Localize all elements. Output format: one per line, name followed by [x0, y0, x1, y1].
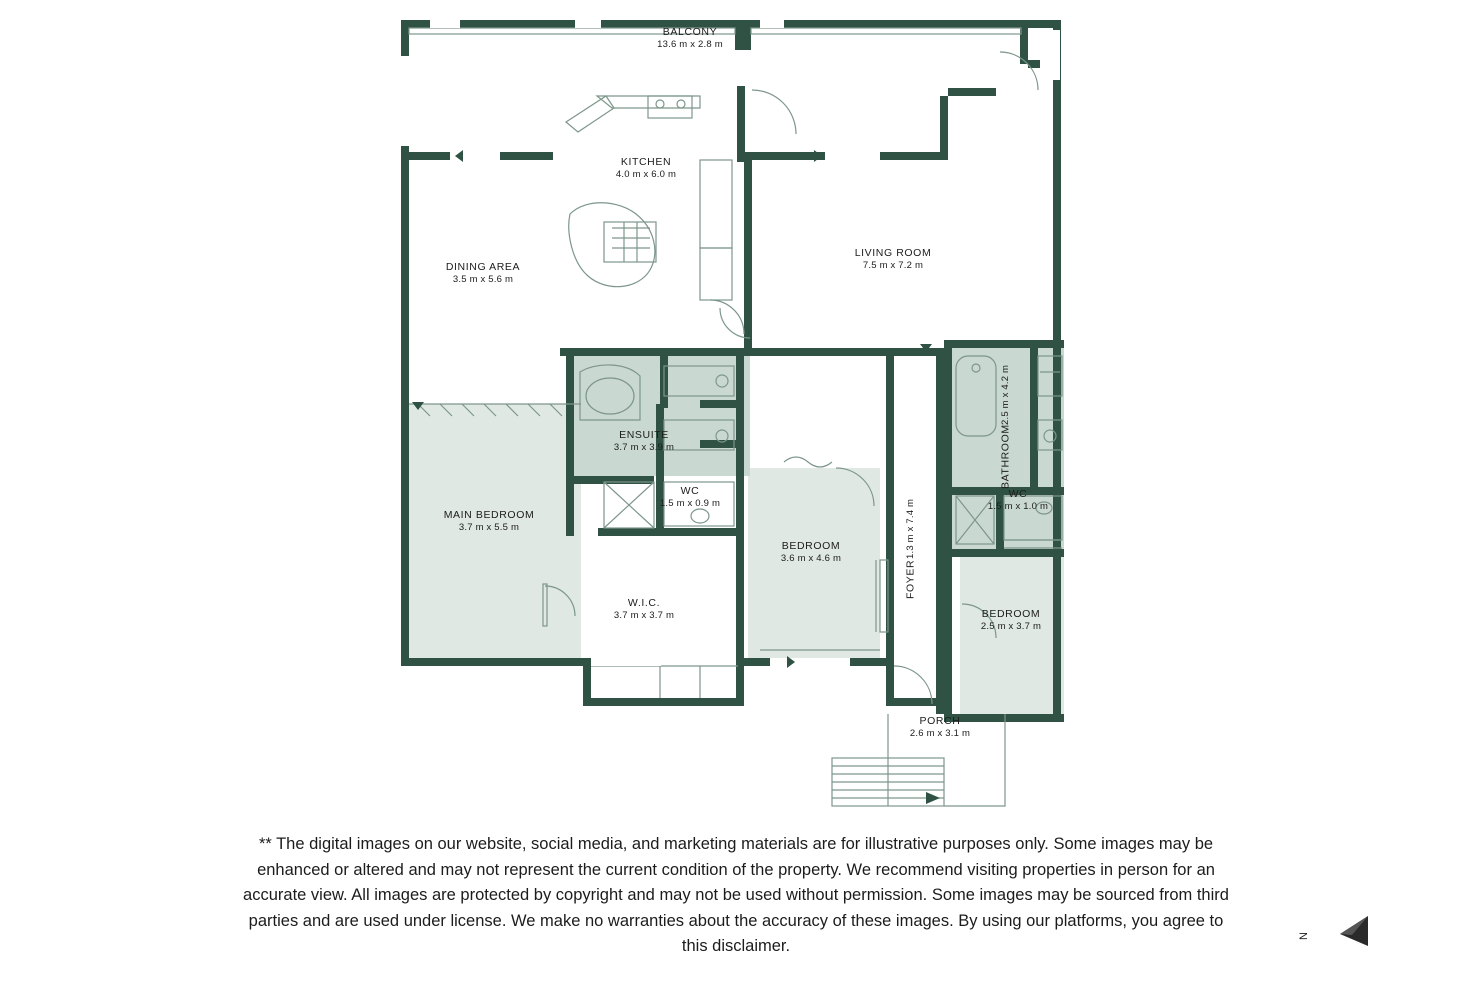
room-name-main_bedroom: MAIN BEDROOM: [443, 509, 535, 521]
room-dims-ensuite: 3.7 m x 3.9 m: [613, 442, 675, 454]
room-name-bedroom_3: BEDROOM: [981, 608, 1041, 620]
room-dims-bedroom_2: 3.6 m x 4.6 m: [780, 553, 842, 565]
disclaimer-text: ** The digital images on our website, social media, and marketing materials are for illustrative purposes only. Some images may be enhanced or altered and may not represent the current condition of the property. We recommend visiting properties in person for an accurate view. All images are protected by copyright and may not be used without permission. Some images may be sourced from third parties and are used under license. We make no warranties about the accuracy of these images. By using our platforms, you agree to this disclaimer.: [243, 835, 1229, 956]
room-name-balcony: BALCONY: [662, 26, 718, 38]
room-name-wc_left: WC: [680, 485, 700, 497]
room-dims-bedroom_3: 2.5 m x 3.7 m: [980, 621, 1042, 633]
room-name-dining_area: DINING AREA: [445, 261, 521, 273]
compass-north-label: N: [1297, 932, 1310, 940]
room-name-living_room: LIVING ROOM: [854, 247, 932, 259]
room-dims-living_room: 7.5 m x 7.2 m: [862, 260, 924, 272]
room-dims-kitchen: 4.0 m x 6.0 m: [615, 169, 677, 181]
room-name-bedroom_2: BEDROOM: [781, 540, 841, 552]
room-dims-balcony: 13.6 m x 2.8 m: [657, 39, 723, 51]
room-dims-dining_area: 3.5 m x 5.6 m: [452, 274, 514, 286]
room-dims-wic: 3.7 m x 3.7 m: [613, 610, 675, 622]
room-dims-wc_left: 1.5 m x 0.9 m: [659, 498, 721, 510]
room-name-wc_right: WC: [1008, 488, 1028, 500]
room-dims-main_bedroom: 3.7 m x 5.5 m: [458, 522, 520, 534]
room-name-wic: W.I.C.: [627, 597, 661, 609]
compass-rose: [1297, 912, 1370, 952]
room-name-kitchen: KITCHEN: [620, 156, 672, 168]
room-name-foyer: FOYER: [904, 559, 917, 599]
room-dims-wc_right: 1.5 m x 1.0 m: [987, 501, 1049, 513]
room-dims-bathroom: 2.5 m x 4.2 m: [1000, 364, 1012, 425]
room-name-porch: PORCH: [919, 715, 961, 727]
room-name-bathroom: BATHROOM: [999, 424, 1012, 490]
room-dims-foyer: 1.3 m x 7.4 m: [905, 499, 917, 560]
room-dims-porch: 2.6 m x 3.1 m: [909, 728, 971, 740]
room-name-ensuite: ENSUITE: [619, 429, 669, 441]
